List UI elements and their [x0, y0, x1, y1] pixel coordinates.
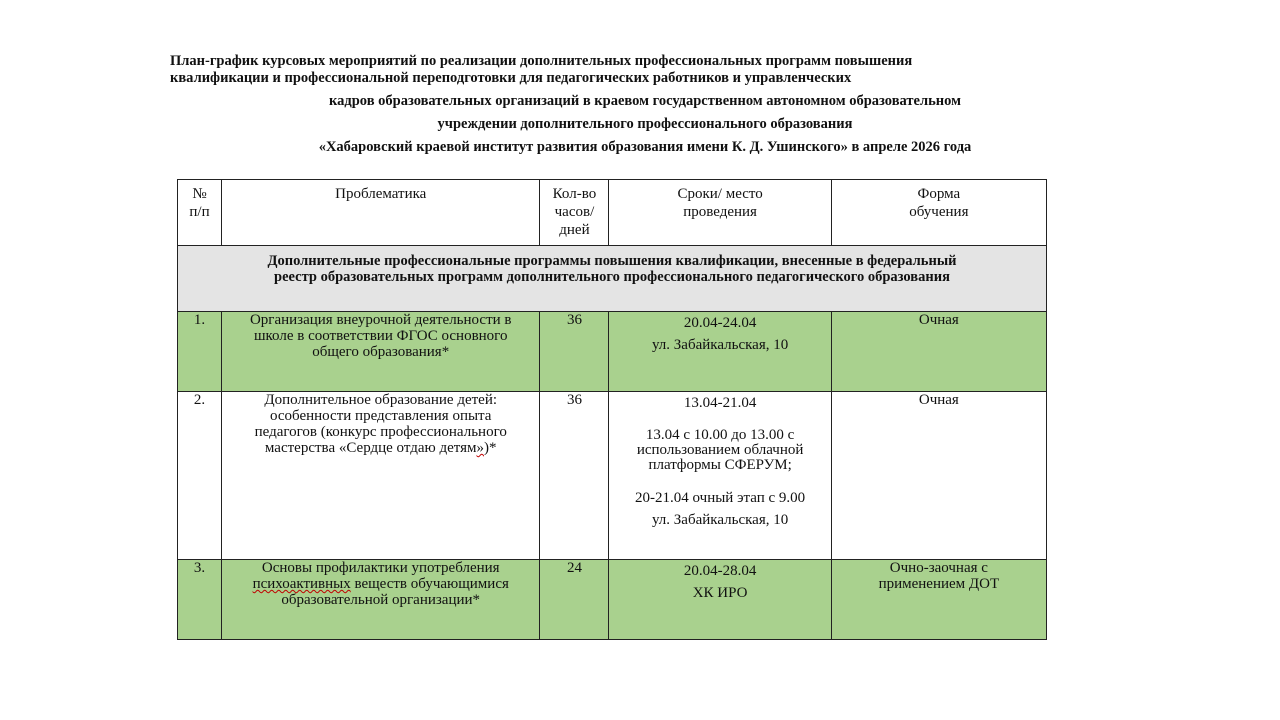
header-dates: Сроки/ место проведения — [609, 180, 831, 246]
title-line-4: учреждении дополнительного профессионального образования — [437, 116, 853, 132]
header-form: Форма обучения — [831, 180, 1046, 246]
section-heading: Дополнительные профессиональные программы повышения квалификации, внесенные в федеральный реестр образовательных программ дополнительного профессионального педагогического образования — [178, 246, 1047, 312]
table-row — [178, 560, 1047, 640]
row-topic: Организация внеурочной деятельности в школе в соответствии ФГОС основного общего образования* — [222, 312, 540, 392]
title-line-5: «Хабаровский краевой институт развития образования имени К. Д. Ушинского» в апреле 2026 года — [318, 139, 972, 155]
section-row — [178, 246, 1047, 312]
row-topic: Основы профилактики употребления психоактивных веществ обучающимися образовательной организации* — [222, 560, 540, 640]
title-line-2: квалификации и профессиональной переподготовки для педагогических работников и управленческих — [170, 70, 852, 86]
title-line-3: кадров образовательных организаций в краевом государственном автономном образовательном — [329, 93, 961, 109]
title-line-1: План-график курсовых мероприятий по реализации дополнительных профессиональных программ повышения — [170, 53, 913, 69]
row-dates: 13.04-21.04 13.04 с 10.00 до 13.00 с использованием облачной платформы СФЕРУМ; 20-21.04 очный этап с 9.00 ул. Забайкальская, 10 — [609, 392, 831, 560]
row-hours: 36 — [540, 392, 609, 560]
row-form: Очная — [831, 392, 1046, 560]
header-num: № п/п — [178, 180, 222, 246]
document-title — [150, 53, 1070, 156]
row-dates: 20.04-24.04 ул. Забайкальская, 10 — [609, 312, 831, 392]
row-number: 2. — [178, 392, 222, 560]
table-row — [178, 392, 1047, 560]
header-hours: Кол-во часов/ дней — [540, 180, 609, 246]
table-row — [178, 312, 1047, 392]
row-hours: 36 — [540, 312, 609, 392]
table-header-row — [178, 180, 1047, 246]
row-hours: 24 — [540, 560, 609, 640]
row-form: Очная — [831, 312, 1046, 392]
schedule-table — [177, 179, 1047, 640]
header-topic: Проблематика — [222, 180, 540, 246]
row-number: 1. — [178, 312, 222, 392]
row-form: Очно-заочная с применением ДОТ — [831, 560, 1046, 640]
row-number: 3. — [178, 560, 222, 640]
row-dates: 20.04-28.04 ХК ИРО — [609, 560, 831, 640]
row-topic: Дополнительное образование детей: особенности представления опыта педагогов (конкурс профессионального мастерства «Сердце отдаю детям»)* — [222, 392, 540, 560]
